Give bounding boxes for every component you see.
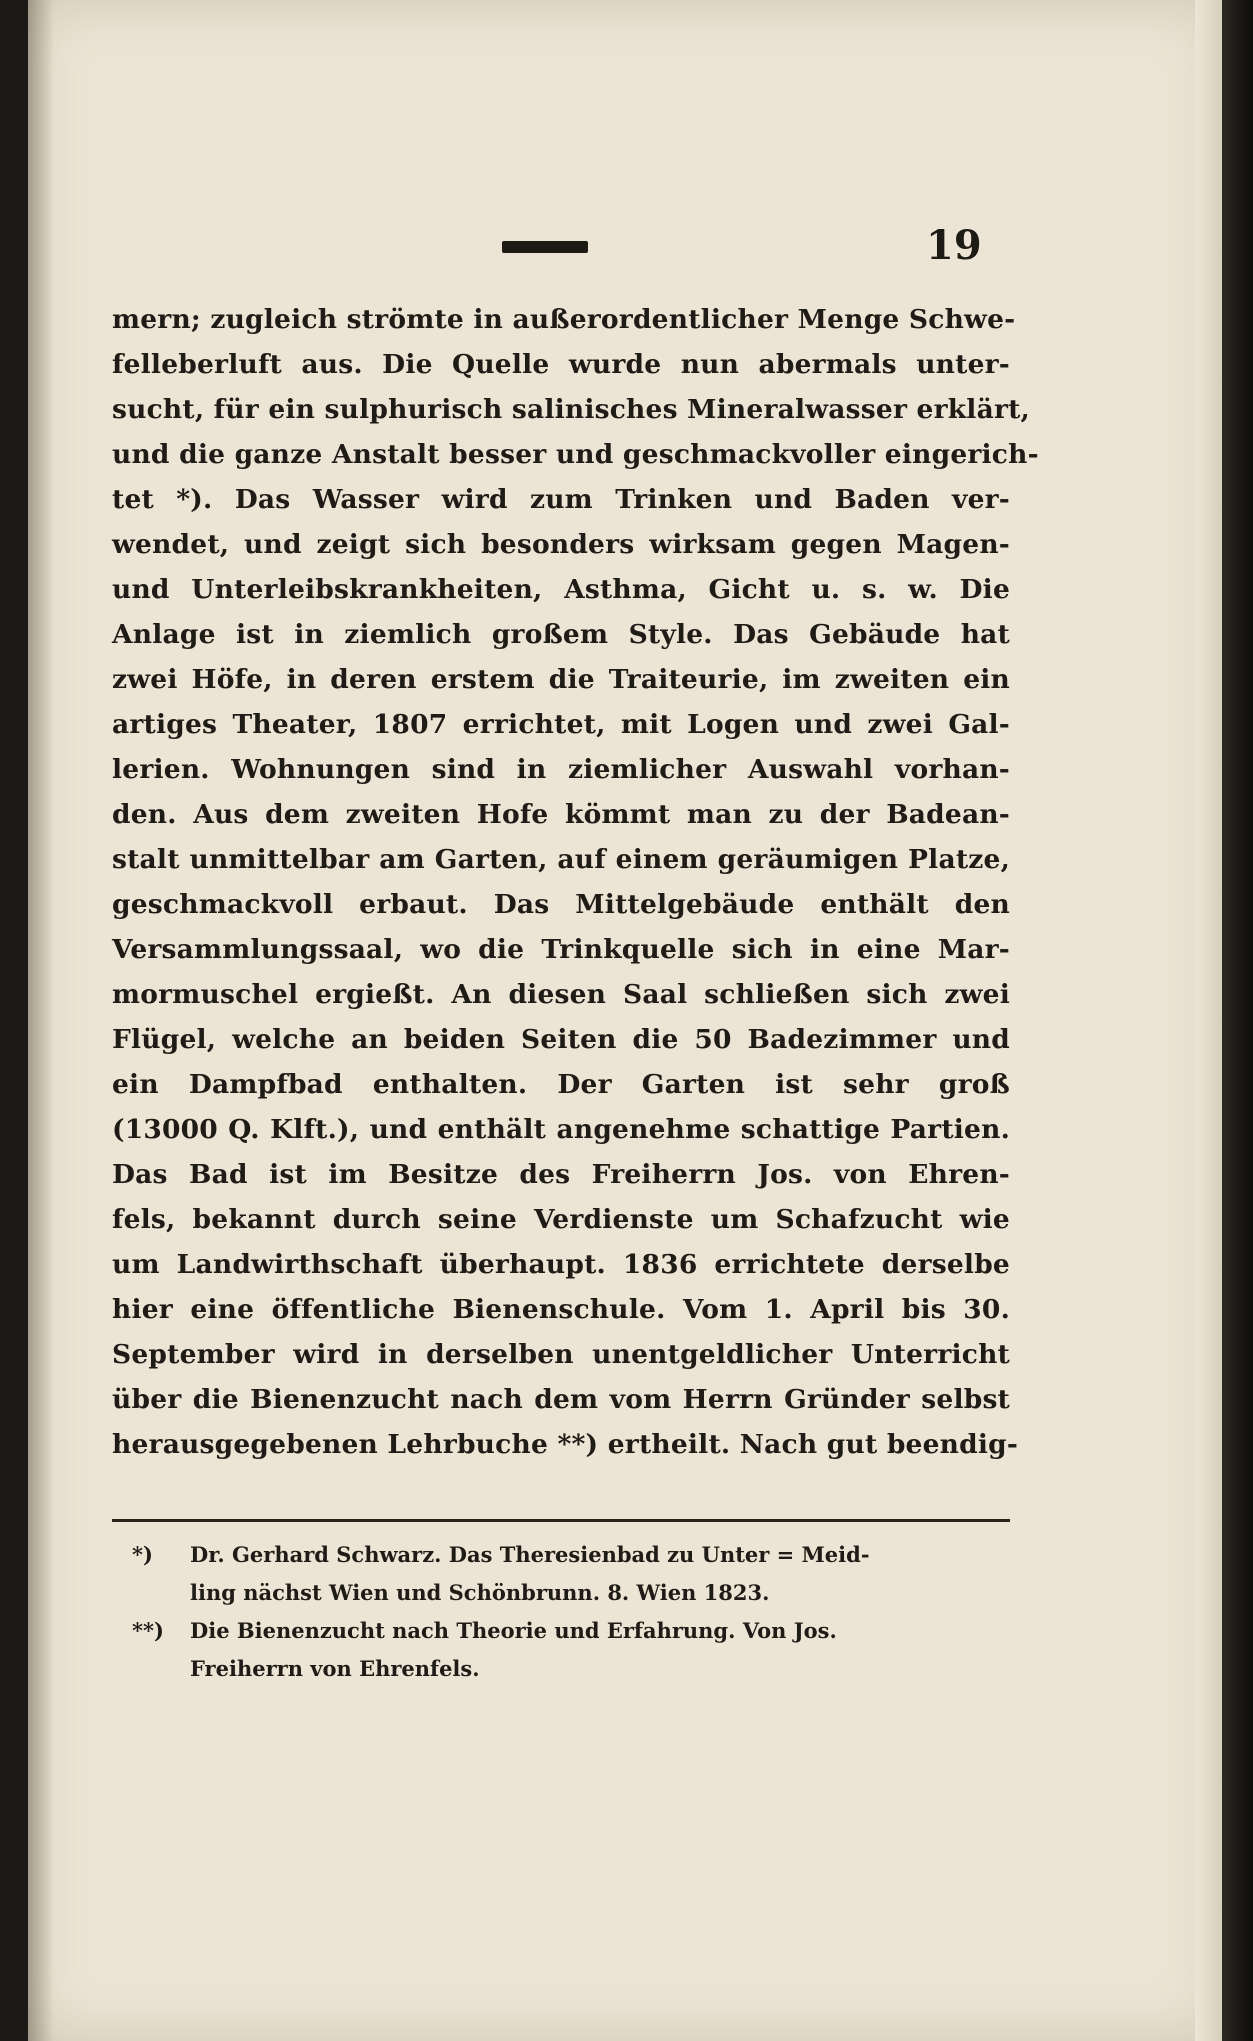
footnote-1-continuation: ling nächst Wien und Schönbrunn. 8. Wien 1823. (190, 1580, 770, 1605)
text-line: tet *). Das Wasser wird zum Trinken und Baden ver- (112, 484, 1010, 515)
text-line: den. Aus dem zweiten Hofe kömmt man zu der Badean- (112, 799, 1010, 830)
text-line: und die ganze Anstalt besser und geschmackvoller eingerich- (112, 439, 1039, 470)
body-text (112, 297, 1039, 1467)
footnote-rule (112, 1519, 1010, 1522)
text-line: Anlage ist in ziemlich großem Style. Das Gebäude hat (112, 619, 1010, 650)
header-rule (502, 241, 588, 253)
footnote-2-continuation: Freiherrn von Ehrenfels. (190, 1656, 480, 1681)
footnote-text: Die Bienenzucht nach Theorie und Erfahrung. Von Jos. (190, 1618, 837, 1643)
footnote-text: Dr. Gerhard Schwarz. Das Theresienbad zu Unter = Meid- (190, 1542, 870, 1567)
text-line: und Unterleibskrankheiten, Asthma, Gicht u. s. w. Die (112, 574, 1010, 605)
page-edge-shade (1195, 0, 1222, 2041)
footnotes (132, 1536, 1008, 1688)
footnote-marker: **) (132, 1618, 164, 1643)
text-line: mern; zugleich strömte in außerordentlicher Menge Schwe- (112, 304, 1016, 335)
text-line: lerien. Wohnungen sind in ziemlicher Auswahl vorhan- (112, 754, 1010, 785)
footnote-marker: *) (132, 1542, 153, 1567)
text-line: felleberluft aus. Die Quelle wurde nun abermals unter- (112, 349, 1010, 380)
book-edge (1222, 0, 1253, 2041)
page-number: 19 (926, 222, 982, 269)
footnote-2 (132, 1612, 1008, 1650)
text-line: artiges Theater, 1807 errichtet, mit Logen und zwei Gal- (112, 709, 1010, 740)
text-line: Versammlungssaal, wo die Trinkquelle sich in eine Mar- (112, 934, 1010, 965)
text-line: mormuschel ergießt. An diesen Saal schließen sich zwei (112, 979, 1010, 1010)
text-line: ein Dampfbad enthalten. Der Garten ist sehr groß (112, 1069, 1010, 1100)
text-line: hier eine öffentliche Bienenschule. Vom 1. April bis 30. (112, 1294, 1010, 1325)
text-line: fels, bekannt durch seine Verdienste um Schafzucht wie (112, 1204, 1010, 1235)
text-line: zwei Höfe, in deren erstem die Traiteurie, im zweiten ein (112, 664, 1010, 695)
footnote-1 (132, 1536, 1008, 1574)
text-line: (13000 Q. Klft.), und enthält angenehme schattige Partien. (112, 1114, 1010, 1145)
text-line: September wird in derselben unentgeldlicher Unterricht (112, 1339, 1010, 1370)
text-line: wendet, und zeigt sich besonders wirksam gegen Magen- (112, 529, 1010, 560)
text-line: geschmackvoll erbaut. Das Mittelgebäude enthält den (112, 889, 1010, 920)
text-line: sucht, für ein sulphurisch salinisches Mineralwasser erklärt, (112, 394, 1030, 425)
text-line: Flügel, welche an beiden Seiten die 50 Badezimmer und (112, 1024, 1010, 1055)
text-line: um Landwirthschaft überhaupt. 1836 errichtete derselbe (112, 1249, 1010, 1280)
spine-shadow (28, 0, 54, 2041)
text-line: stalt unmittelbar am Garten, auf einem geräumigen Platze, (112, 844, 1010, 875)
text-line: Das Bad ist im Besitze des Freiherrn Jos. von Ehren- (112, 1159, 1010, 1190)
text-line: herausgegebenen Lehrbuche **) ertheilt. Nach gut beendig- (112, 1429, 1019, 1460)
text-line: über die Bienenzucht nach dem vom Herrn Gründer selbst (112, 1384, 1010, 1415)
